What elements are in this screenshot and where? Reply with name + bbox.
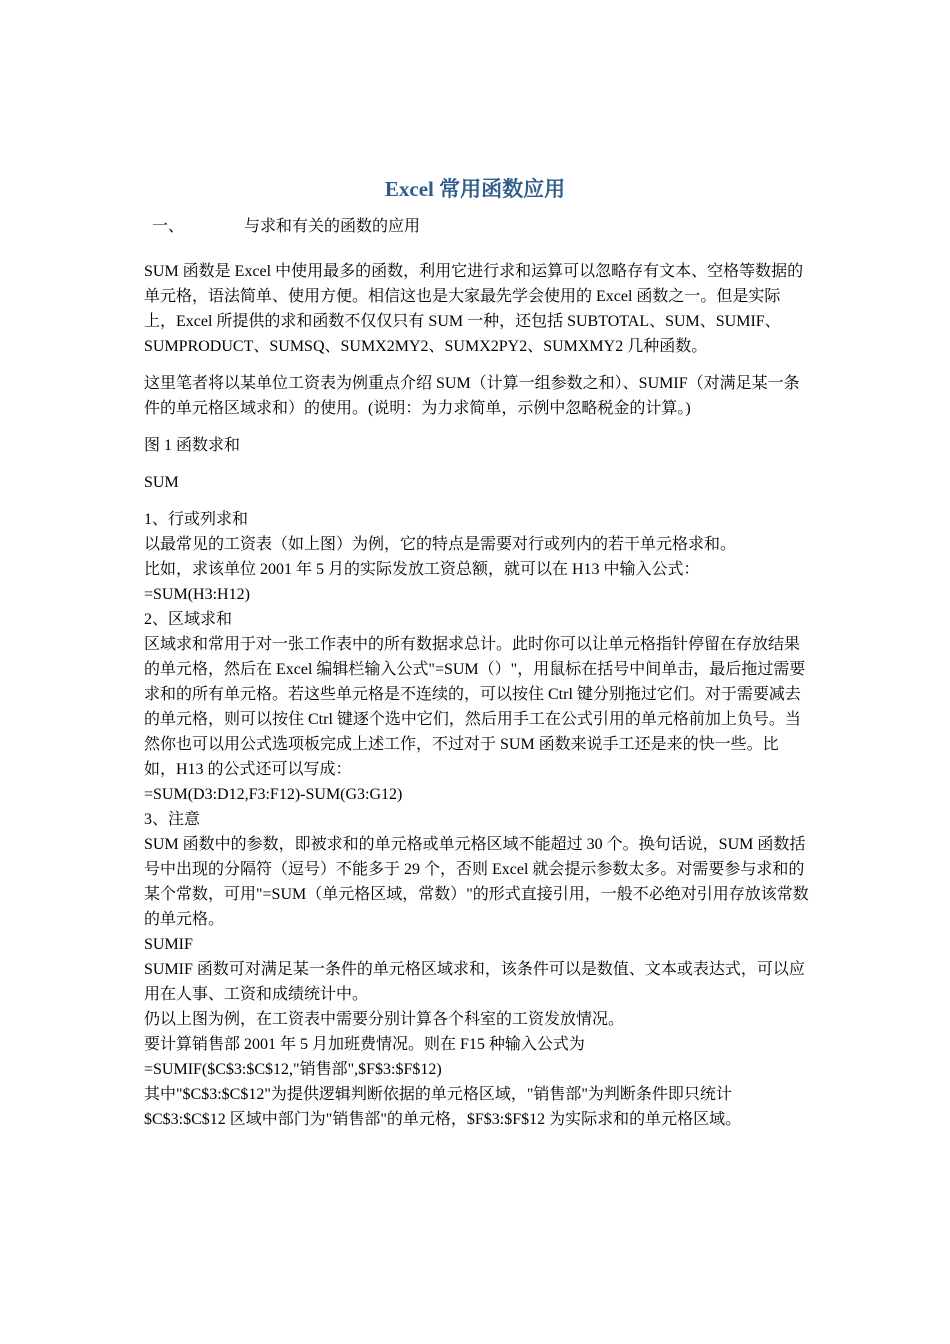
formula-line: =SUMIF($C$3:$C$12,"销售部",$F$3:$F$12) — [144, 1061, 442, 1078]
section-heading — [144, 214, 809, 239]
sumif-heading: SUMIF — [144, 936, 193, 953]
document-title: Excel 常用函数应用 — [384, 177, 566, 201]
formula-line: =SUM(D3:D12,F3:F12)-SUM(G3:G12) — [144, 786, 403, 803]
subheading-note: 3、注意 — [144, 811, 201, 828]
figure-caption: 图 1 函数求和 — [144, 437, 241, 454]
subheading-row-col-sum: 1、行或列求和 — [144, 511, 249, 528]
text-line: 其中"$C$3:$C$12"为提供逻辑判断依据的单元格区域，"销售部"为判断条件即只统计$C$3:$C$12 区域中部门为"销售部"的单元格，$F$3:$F$12 为实际求和的单元格区域。 — [144, 1086, 742, 1128]
sum-heading: SUM — [144, 474, 179, 491]
text-line: SUMIF 函数可对满足某一条件的单元格区域求和，该条件可以是数值、文本或表达式，可以应用在人事、工资和成绩统计中。 — [144, 961, 805, 1003]
subheading-area-sum: 2、区域求和 — [144, 611, 233, 628]
section-title: 与求和有关的函数的应用 — [244, 218, 421, 235]
paragraph-intro: SUM 函数是 Excel 中使用最多的函数，利用它进行求和运算可以忽略存有文本、空格等数据的单元格，语法简单、使用方便。相信这也是大家最先学会使用的 Excel 函数之一。但是实际上，Excel 所提供的求和函数不仅仅只有 SUM 一种，还包括 SUBTOTAL、SUM、SUMIF、SUMPRODUCT、SUMSQ、SUMX2MY2、SUMX2PY2、SUMXMY2 几种函数。 — [144, 263, 804, 355]
text-line: 区域求和常用于对一张工作表中的所有数据求总计。此时你可以让单元格指针停留在存放结果的单元格，然后在 Excel 编辑栏输入公式"=SUM（）"，用鼠标在括号中间单击，最后拖过需要求和的所有单元格。若这些单元格是不连续的，可以按住 Ctrl 键分别拖过它们。对于需要减去的单元格，则可以按住 Ctrl 键逐个选中它们，然后用手工在公式引用的单元格前加上负号。当然你也可以用公式选项板完成上述工作，不过对于 SUM 函数来说手工还是来的快一些。比如，H13 的公式还可以写成： — [144, 636, 806, 778]
text-line: 以最常见的工资表（如上图）为例，它的特点是需要对行或列内的若干单元格求和。 — [144, 536, 737, 553]
text-line: SUM 函数中的参数，即被求和的单元格或单元格区域不能超过 30 个。换句话说，SUM 函数括号中出现的分隔符（逗号）不能多于 29 个，否则 Excel 就会提示参数太多。对需要参与求和的某个常数，可用"=SUM（单元格区域，常数）"的形式直接引用，一般不必绝对引用存放该常数的单元格。 — [144, 836, 809, 928]
document-body — [144, 214, 809, 1132]
text-line: 要计算销售部 2001 年 5 月加班费情况。则在 F15 种输入公式为 — [144, 1036, 585, 1053]
text-line: 比如，求该单位 2001 年 5 月的实际发放工资总额，就可以在 H13 中输入公式： — [144, 561, 700, 578]
text-line: 仍以上图为例，在工资表中需要分别计算各个科室的工资发放情况。 — [144, 1011, 625, 1028]
section-number: 一、 — [152, 218, 185, 235]
content-lines — [144, 507, 809, 1132]
formula-line: =SUM(H3:H12) — [144, 586, 250, 603]
paragraph-example: 这里笔者将以某单位工资表为例重点介绍 SUM（计算一组参数之和）、SUMIF（对满足某一条件的单元格区域求和）的使用。(说明：为力求简单，示例中忽略税金的计算。) — [144, 375, 800, 417]
